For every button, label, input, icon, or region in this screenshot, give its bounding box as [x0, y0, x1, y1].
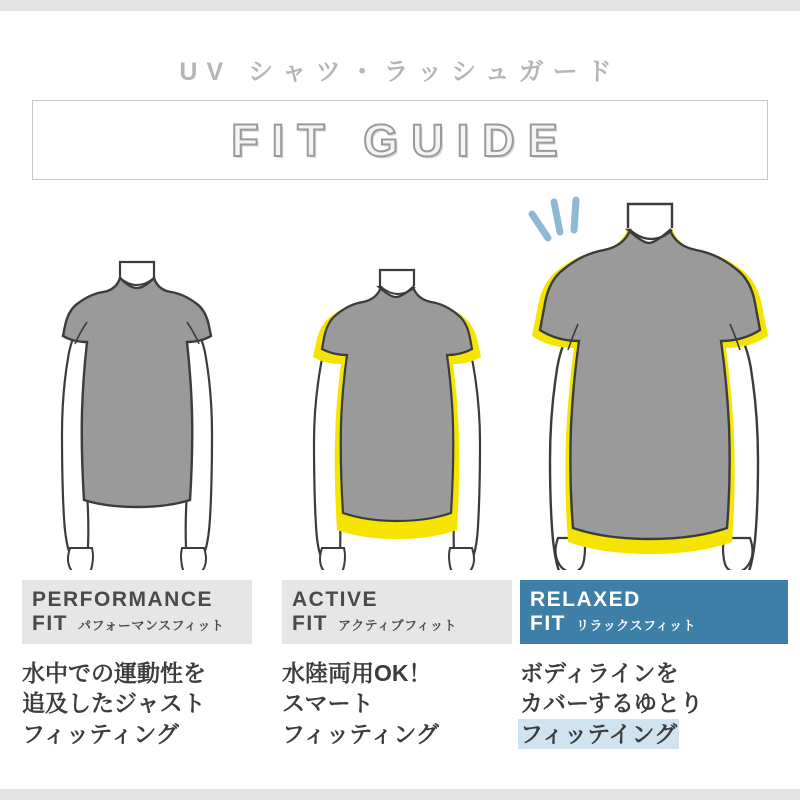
active-desc-line-3: フィッティング	[282, 720, 439, 747]
relaxed-fit-en-line1: RELAXED	[530, 588, 641, 611]
performance-desc-line-3: フィッティング	[22, 720, 179, 747]
active-desc-line-2: スマート	[282, 690, 374, 717]
performance-desc-line-1: 水中での運動性を	[22, 660, 206, 687]
fit-column-performance	[22, 190, 252, 747]
relaxed-fit-labels	[520, 580, 788, 749]
page-subtitle: UV シャツ・ラッシュガード	[179, 58, 621, 86]
page-title: FIT GUIDE	[231, 115, 571, 166]
fit-columns	[0, 190, 800, 790]
active-fit-en-line2: FIT アクティブフィット	[292, 611, 458, 635]
performance-desc-line-2: 追及したジャスト	[22, 690, 206, 717]
active-desc-line-1: 水陸両用OK！	[282, 660, 432, 687]
active-fit-illustration	[282, 190, 512, 570]
performance-fit-labels	[22, 580, 252, 749]
relaxed-fit-description	[520, 658, 788, 749]
relaxed-fit-en-line2: FIT リラックスフィット	[530, 611, 697, 635]
performance-fit-illustration	[22, 190, 252, 570]
active-fit-labels	[282, 580, 512, 749]
active-fit-jp-label: アクティブフィット	[338, 617, 458, 633]
active-fit-en-line1: ACTIVE	[292, 588, 379, 611]
performance-fit-jp-label: パフォーマンスフィット	[78, 617, 225, 633]
relaxed-desc-line-2: カバーするゆとり	[520, 690, 703, 717]
performance-shirt-figure	[22, 190, 252, 570]
active-fit-description	[282, 658, 512, 749]
relaxed-fit-label-band	[520, 580, 788, 644]
fit-guide-title-box	[32, 100, 768, 180]
top-divider	[0, 0, 800, 11]
performance-fit-en-line1: PERFORMANCE	[32, 588, 214, 611]
fit-column-active	[282, 190, 512, 747]
performance-fit-description	[22, 658, 252, 749]
bottom-divider	[0, 789, 800, 800]
relaxed-shirt-figure	[520, 190, 788, 570]
relaxed-fit-jp-label: リラックスフィット	[576, 617, 697, 633]
relaxed-desc-line-1: ボディラインを	[520, 660, 679, 687]
active-shirt-figure	[282, 190, 512, 570]
relaxed-desc-line-3: フィッテイング	[520, 720, 678, 747]
active-fit-label-band	[282, 580, 512, 644]
relaxed-fit-illustration	[520, 190, 788, 570]
performance-fit-en-line2: FIT パフォーマンスフィット	[32, 611, 225, 635]
performance-fit-label-band	[22, 580, 252, 644]
fit-column-relaxed	[520, 190, 788, 747]
sparkle-icon	[532, 200, 576, 238]
